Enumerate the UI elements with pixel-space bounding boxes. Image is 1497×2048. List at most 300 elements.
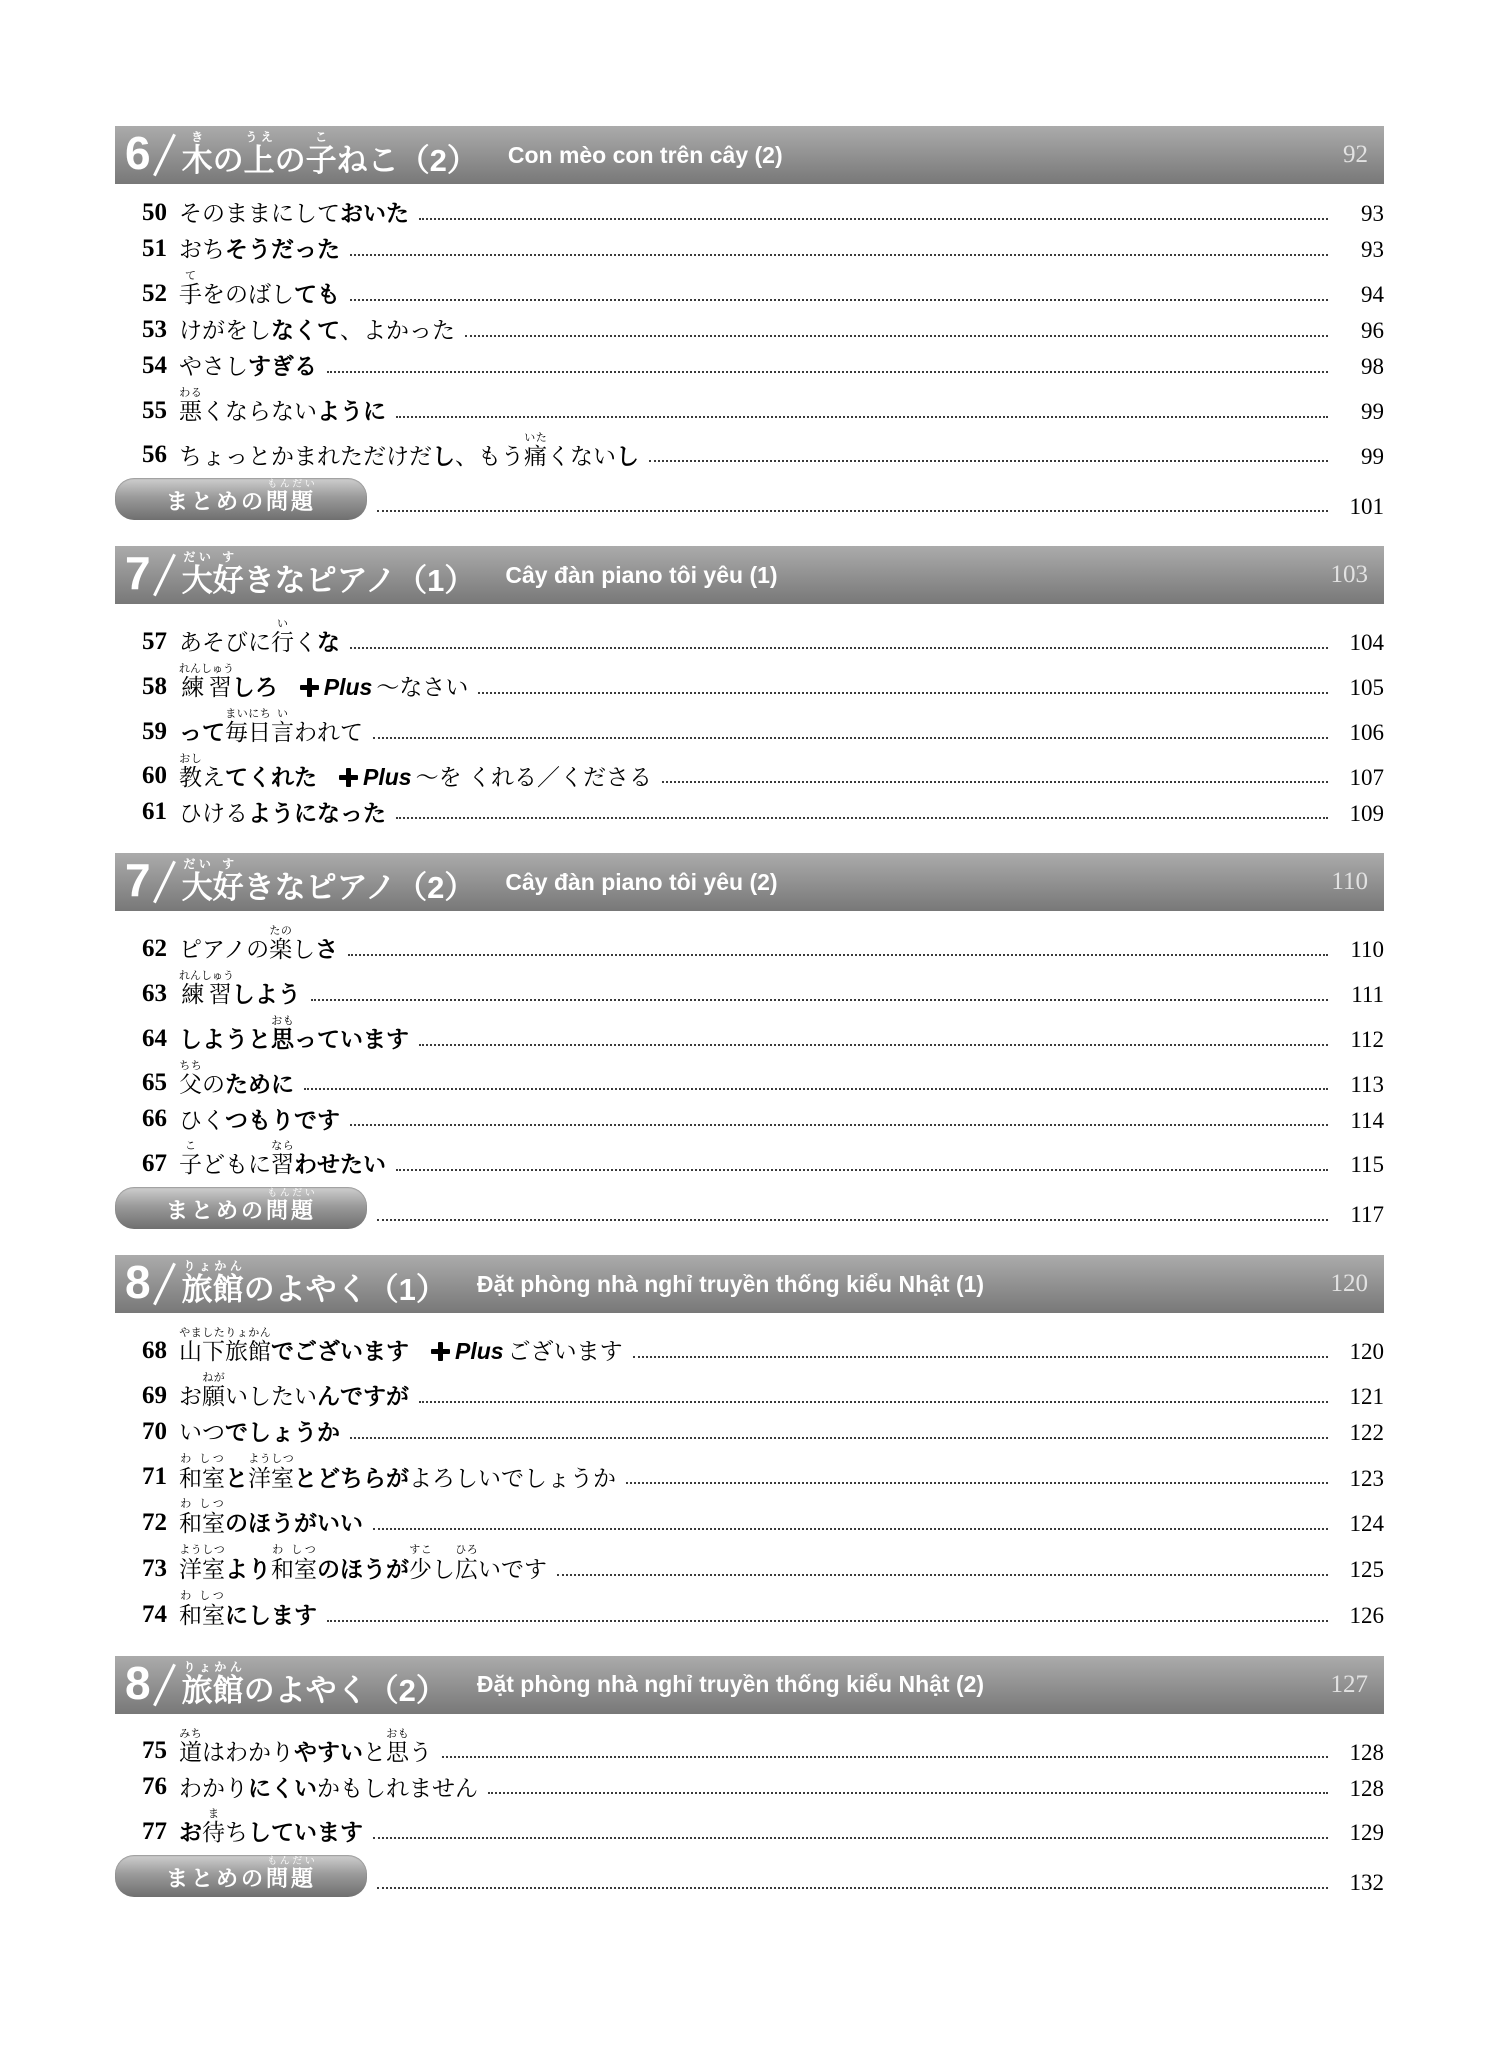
entry-text: 大だい — [181, 550, 213, 599]
dot-leader — [649, 460, 1328, 462]
section-subtitle: Đặt phòng nhà nghỉ truyền thống kiểu Nhật (2) — [476, 1671, 985, 1697]
entry-text: の — [274, 143, 306, 178]
grammar-point-text: わせたい — [294, 1151, 386, 1178]
toc-row — [115, 351, 1384, 381]
item-text — [179, 708, 363, 747]
grammar-point-text: でしょうか — [225, 1418, 340, 1445]
section-subtitle: Đặt phòng nhà nghỉ truyền thống kiểu Nhật (1) — [476, 1270, 985, 1297]
entry-text: 手て — [179, 270, 202, 307]
toc-row — [115, 1772, 1384, 1802]
toc-row — [115, 234, 1384, 264]
item-page-number: 99 — [1361, 443, 1384, 469]
item-page-number: 114 — [1350, 1107, 1384, 1133]
entry-text: 洋室ようしつ — [248, 1452, 294, 1491]
dot-leader — [350, 299, 1328, 301]
grammar-point-text: なくて — [271, 317, 340, 343]
header-slash-icon — [153, 554, 176, 597]
entry-text: いです — [478, 1556, 547, 1582]
entry-text: くならない — [202, 397, 317, 424]
item-number: 77 — [142, 1818, 167, 1845]
toc-row — [115, 1808, 1384, 1847]
dot-leader — [373, 737, 1328, 739]
entry-text: し — [292, 936, 316, 963]
grammar-point-text: っています — [294, 1025, 409, 1052]
item-page-number: 106 — [1349, 719, 1384, 745]
entry-text: くない — [547, 442, 616, 469]
item-page-number: 123 — [1349, 1465, 1384, 1491]
plus-icon — [300, 678, 319, 697]
grammar-point-text: ようになった — [248, 799, 386, 826]
toc-row — [115, 970, 1384, 1009]
plus-text: 〜を くれる／くださる — [415, 763, 652, 790]
toc-row — [115, 708, 1384, 747]
item-text — [179, 1418, 340, 1447]
item-page-number: 121 — [1349, 1383, 1384, 1409]
plus-text: 〜なさい — [376, 674, 469, 700]
plus-block — [339, 764, 652, 790]
grammar-point-text: すぎる — [248, 353, 317, 379]
entry-text: う — [409, 1738, 432, 1765]
header-slash-icon — [153, 1663, 176, 1706]
entry-text: いしたい — [225, 1382, 317, 1409]
entry-text: 楽たの — [269, 925, 293, 963]
dot-leader — [633, 1356, 1328, 1358]
entry-text: けがをし — [179, 317, 271, 343]
entry-text: ピアノの — [179, 936, 270, 963]
grammar-point-text: しています — [248, 1819, 363, 1846]
item-page-number: 128 — [1349, 1739, 1384, 1765]
grammar-point-text: より — [225, 1556, 271, 1582]
item-text — [179, 235, 340, 264]
entry-text: きなピアノ（2） — [243, 870, 476, 906]
header-slash-icon — [153, 861, 176, 904]
item-page-number: 99 — [1361, 398, 1384, 424]
summary-row — [115, 478, 1384, 520]
entry-text: 父ちち — [179, 1059, 202, 1097]
item-page-number: 107 — [1349, 764, 1384, 790]
dot-leader — [442, 1756, 1328, 1758]
plus-text: ございます — [507, 1338, 623, 1364]
item-text — [179, 270, 340, 309]
item-text — [179, 316, 455, 345]
plus-block — [300, 674, 469, 700]
item-page-number: 98 — [1361, 354, 1384, 380]
section-page-number: 110 — [1331, 868, 1368, 896]
entry-text: え — [202, 763, 225, 790]
item-page-number: 112 — [1350, 1026, 1384, 1052]
entry-text: ひける — [179, 799, 248, 826]
grammar-point-text: つもりです — [225, 1106, 340, 1133]
section-subtitle: Con mèo con trên cây (2) — [507, 141, 783, 168]
entry-text: ちょっとかまれただけだ — [179, 442, 432, 469]
dot-leader — [327, 371, 1328, 373]
grammar-point-text: のほうがいい — [225, 1510, 363, 1537]
dot-leader — [396, 817, 1328, 819]
entry-text: 習なら — [271, 1140, 294, 1178]
section-header — [115, 126, 1384, 184]
plus-block — [431, 1338, 623, 1364]
item-number: 76 — [142, 1773, 167, 1801]
item-page-number: 105 — [1349, 675, 1384, 701]
entry-text: 悪わる — [179, 386, 202, 424]
entry-text: ち — [225, 1819, 248, 1846]
dot-leader — [304, 1088, 1328, 1090]
item-text — [179, 1590, 317, 1630]
item-page-number: 115 — [1350, 1152, 1384, 1178]
item-number: 61 — [142, 798, 167, 826]
item-number: 62 — [142, 935, 167, 962]
dot-leader — [373, 1837, 1328, 1839]
toc-row — [115, 753, 1384, 792]
item-number: 66 — [142, 1105, 167, 1133]
entry-text: まとめの — [165, 1866, 266, 1891]
entry-text: 山下旅館やましたりょかん — [179, 1327, 271, 1364]
entry-text: 旅館りょかん — [181, 1259, 244, 1307]
item-page-number: 132 — [1349, 1870, 1384, 1896]
toc-row — [115, 1372, 1384, 1411]
item-text — [179, 1774, 478, 1803]
plus-icon — [339, 768, 358, 787]
dot-leader — [557, 1574, 1328, 1576]
toc-row — [115, 1417, 1384, 1447]
item-text — [179, 1544, 547, 1584]
item-text — [179, 1808, 363, 1847]
summary-badge — [115, 1855, 367, 1897]
toc-row — [115, 618, 1384, 657]
item-text — [179, 432, 639, 471]
toc-row — [115, 1060, 1384, 1099]
item-text — [179, 1060, 294, 1099]
entry-text: まとめの — [165, 489, 266, 515]
grammar-point-text: お — [179, 1819, 202, 1846]
dot-leader — [419, 1401, 1328, 1403]
toc-row — [115, 315, 1384, 345]
grammar-point-text: し — [616, 442, 639, 469]
toc-row — [115, 1498, 1384, 1538]
dot-leader — [373, 1528, 1328, 1530]
toc-row — [115, 1015, 1384, 1054]
item-number: 71 — [142, 1463, 167, 1491]
plus-icon — [431, 1342, 450, 1361]
section-number: 7 — [125, 547, 151, 600]
item-number: 57 — [142, 628, 167, 655]
grammar-point-text: 思おも — [271, 1014, 294, 1052]
toc-row — [115, 1728, 1384, 1767]
entry-text: 和室わ しつ — [179, 1589, 225, 1628]
dot-leader — [377, 510, 1328, 512]
item-page-number: 124 — [1349, 1511, 1384, 1537]
dot-leader — [348, 954, 1328, 956]
item-number: 55 — [142, 396, 167, 424]
grammar-point-text: ても — [294, 281, 340, 307]
entry-text: 待ま — [202, 1808, 225, 1846]
entry-text: し — [432, 1556, 455, 1582]
entry-text: 大だい — [181, 857, 213, 906]
item-number: 73 — [142, 1554, 167, 1582]
item-page-number: 113 — [1350, 1071, 1384, 1097]
dot-leader — [396, 416, 1328, 418]
item-page-number: 122 — [1349, 1419, 1384, 1445]
item-text — [179, 925, 338, 964]
entry-text: 練習れんしゅう — [179, 663, 234, 700]
entry-text: あそびに — [179, 629, 271, 656]
dot-leader — [377, 1219, 1328, 1221]
dot-leader — [350, 254, 1328, 256]
grammar-point-text: ために — [225, 1070, 294, 1097]
summary-row — [115, 1855, 1384, 1897]
entry-text: のよやく（1） — [243, 1272, 447, 1307]
section-page-number: 92 — [1343, 141, 1368, 168]
toc-row — [115, 1104, 1384, 1134]
toc-row — [115, 1453, 1384, 1493]
entry-text: いつ — [179, 1418, 225, 1445]
summary-row — [115, 1187, 1384, 1229]
item-number: 69 — [142, 1381, 167, 1409]
toc-row — [115, 1327, 1384, 1366]
item-number: 54 — [142, 351, 167, 379]
item-text — [179, 352, 317, 381]
entry-text: 、もう — [455, 442, 524, 469]
toc-row — [115, 198, 1384, 228]
entry-text: 好す — [212, 857, 244, 906]
entry-text: 、よかった — [340, 317, 455, 343]
dot-leader — [396, 1169, 1328, 1171]
grammar-point-text: しろ — [231, 674, 278, 700]
grammar-point-text: でございます — [271, 1338, 409, 1364]
item-page-number: 120 — [1349, 1339, 1384, 1365]
item-number: 56 — [142, 441, 167, 469]
grammar-point-text: しようと — [179, 1025, 271, 1052]
item-number: 65 — [142, 1069, 167, 1097]
entry-text: 教おし — [179, 752, 202, 790]
dot-leader — [465, 335, 1328, 337]
entry-text: どもに — [202, 1151, 271, 1178]
entry-text: 問題もんだい — [266, 479, 317, 515]
entry-text: よろしいでしょうか — [409, 1464, 616, 1491]
item-number: 50 — [142, 199, 167, 226]
entry-text: 痛いた — [524, 431, 547, 469]
section-title — [182, 857, 476, 907]
entry-text: おち — [179, 236, 225, 263]
item-text — [179, 1327, 623, 1366]
entry-text: やさし — [179, 353, 248, 379]
dot-leader — [377, 1887, 1328, 1889]
grammar-point-text: のほうが — [317, 1556, 409, 1582]
entry-text: お — [179, 1382, 202, 1409]
summary-badge — [115, 478, 367, 520]
item-number: 75 — [142, 1737, 167, 1765]
entry-text: 道みち — [179, 1727, 202, 1765]
toc-row — [115, 270, 1384, 309]
entry-text: 毎日まいにち — [225, 707, 271, 745]
item-page-number: 128 — [1349, 1775, 1384, 1801]
toc-row — [115, 925, 1384, 964]
entry-text: 旅館りょかん — [181, 1659, 244, 1708]
entry-text: まとめの — [165, 1198, 266, 1223]
item-text — [179, 1015, 409, 1054]
item-page-number: 126 — [1349, 1602, 1384, 1628]
toc-row — [115, 1544, 1384, 1584]
section-number: 8 — [125, 1656, 151, 1709]
item-text — [179, 1728, 432, 1767]
item-number: 67 — [142, 1150, 167, 1177]
section-subtitle: Cây đàn piano tôi yêu (1) — [505, 561, 778, 588]
grammar-point-text: にします — [225, 1601, 317, 1628]
item-text — [179, 387, 386, 426]
toc — [115, 126, 1384, 1897]
item-page-number: 109 — [1349, 800, 1384, 826]
grammar-point-text: ように — [317, 397, 386, 424]
grammar-point-text: な — [317, 629, 340, 656]
item-text — [179, 799, 386, 828]
section-page-number: 103 — [1330, 561, 1368, 589]
section-title — [182, 550, 476, 600]
entry-text: われて — [294, 718, 363, 745]
section-number: 7 — [125, 854, 151, 907]
dot-leader — [488, 1792, 1328, 1794]
dot-leader — [478, 692, 1328, 694]
section-page-number: 127 — [1330, 1670, 1368, 1698]
section-subtitle: Cây đàn piano tôi yêu (2) — [505, 868, 778, 895]
dot-leader — [350, 1437, 1328, 1439]
item-number: 63 — [142, 979, 167, 1007]
item-page-number: 129 — [1349, 1820, 1384, 1846]
dot-leader — [311, 999, 1328, 1001]
grammar-point-text: って — [179, 718, 225, 745]
item-text — [179, 970, 301, 1009]
grammar-point-text: しよう — [231, 981, 301, 1007]
item-number: 72 — [142, 1509, 167, 1536]
item-text — [179, 663, 468, 702]
entry-text: 和室わ しつ — [271, 1544, 317, 1582]
grammar-point-text: にくい — [248, 1774, 317, 1801]
toc-row — [115, 387, 1384, 426]
item-text — [179, 1453, 616, 1493]
header-slash-icon — [153, 134, 176, 177]
entry-text: 木き — [181, 130, 213, 178]
entry-text: はわかり — [202, 1738, 294, 1765]
item-text — [179, 1372, 409, 1411]
entry-text: 問題もんだい — [266, 1856, 317, 1891]
section-title — [182, 130, 478, 180]
dot-leader — [350, 1124, 1328, 1126]
section-header — [115, 1656, 1384, 1714]
section-number: 8 — [125, 1256, 151, 1308]
grammar-point-text: んですが — [317, 1382, 409, 1409]
dot-leader — [626, 1482, 1328, 1484]
grammar-point-text: やすい — [294, 1738, 363, 1765]
plus-label: Plus — [363, 763, 412, 790]
entry-text: 和室わ しつ — [179, 1452, 225, 1491]
item-number: 58 — [142, 672, 167, 700]
section-header — [115, 546, 1384, 604]
entry-text: 広ひろ — [455, 1544, 478, 1582]
section-title — [182, 1259, 447, 1309]
item-number: 51 — [142, 235, 167, 262]
item-number: 74 — [142, 1600, 167, 1628]
item-text — [179, 1140, 386, 1179]
toc-row — [115, 663, 1384, 702]
entry-text: 練習れんしゅう — [179, 970, 234, 1007]
section-title — [182, 1660, 447, 1710]
item-text — [179, 618, 340, 657]
item-number: 53 — [142, 315, 167, 343]
item-page-number: 93 — [1361, 201, 1384, 227]
entry-text: きなピアノ（1） — [243, 563, 476, 599]
section-header — [115, 853, 1384, 911]
entry-text: をのばし — [202, 281, 294, 307]
item-number: 68 — [142, 1336, 167, 1364]
item-page-number: 94 — [1361, 282, 1384, 308]
grammar-point-text: おいた — [340, 200, 409, 227]
entry-text: そのままにして — [179, 200, 340, 227]
dot-leader — [327, 1620, 1328, 1622]
item-number: 59 — [142, 717, 167, 745]
entry-text: く — [294, 629, 317, 656]
item-text — [179, 1106, 340, 1135]
section-page-number: 120 — [1330, 1270, 1368, 1297]
grammar-point-text: そうだった — [225, 236, 340, 263]
entry-text: かもしれません — [317, 1774, 478, 1801]
entry-text: 洋室ようしつ — [179, 1544, 225, 1582]
toc-row — [115, 432, 1384, 471]
section-number: 6 — [125, 127, 151, 179]
item-page-number: 110 — [1350, 937, 1384, 963]
summary-badge — [115, 1187, 367, 1229]
toc-row — [115, 797, 1384, 827]
item-text — [179, 199, 409, 228]
entry-text: ひく — [179, 1106, 225, 1133]
section-header — [115, 1255, 1384, 1313]
grammar-point-text: し — [432, 442, 455, 469]
plus-label: Plus — [455, 1338, 504, 1364]
dot-leader — [662, 781, 1328, 783]
dot-leader — [419, 1044, 1328, 1046]
toc-row — [115, 1590, 1384, 1630]
header-slash-icon — [153, 1263, 176, 1306]
entry-text: 上うえ — [243, 130, 275, 178]
item-page-number: 117 — [1350, 1202, 1384, 1228]
plus-label: Plus — [323, 674, 373, 700]
item-number: 52 — [142, 279, 167, 307]
entry-text: 願ねが — [202, 1371, 225, 1409]
entry-text: 問題もんだい — [266, 1188, 317, 1223]
entry-text: 少すこ — [409, 1544, 432, 1582]
item-number: 60 — [142, 762, 167, 790]
entry-text: と — [363, 1738, 386, 1765]
dot-leader — [350, 647, 1328, 649]
item-page-number: 101 — [1349, 493, 1384, 519]
item-text — [179, 1498, 363, 1538]
entry-text: ねこ（2） — [336, 143, 478, 178]
entry-text: わかり — [179, 1774, 248, 1801]
item-page-number: 104 — [1349, 630, 1384, 656]
item-page-number: 125 — [1349, 1557, 1384, 1583]
entry-text: のよやく（2） — [243, 1672, 447, 1708]
item-page-number: 96 — [1361, 318, 1384, 344]
entry-text: 言い — [271, 707, 294, 745]
dot-leader — [419, 218, 1328, 220]
grammar-point-text: と — [225, 1464, 248, 1491]
item-number: 70 — [142, 1417, 167, 1445]
toc-row — [115, 1140, 1384, 1179]
item-number: 64 — [142, 1024, 167, 1052]
entry-text: 子こ — [305, 130, 337, 178]
item-page-number: 93 — [1361, 237, 1384, 263]
entry-text: の — [212, 143, 244, 178]
entry-text: 好す — [212, 550, 244, 599]
entry-text: 行い — [271, 618, 294, 656]
